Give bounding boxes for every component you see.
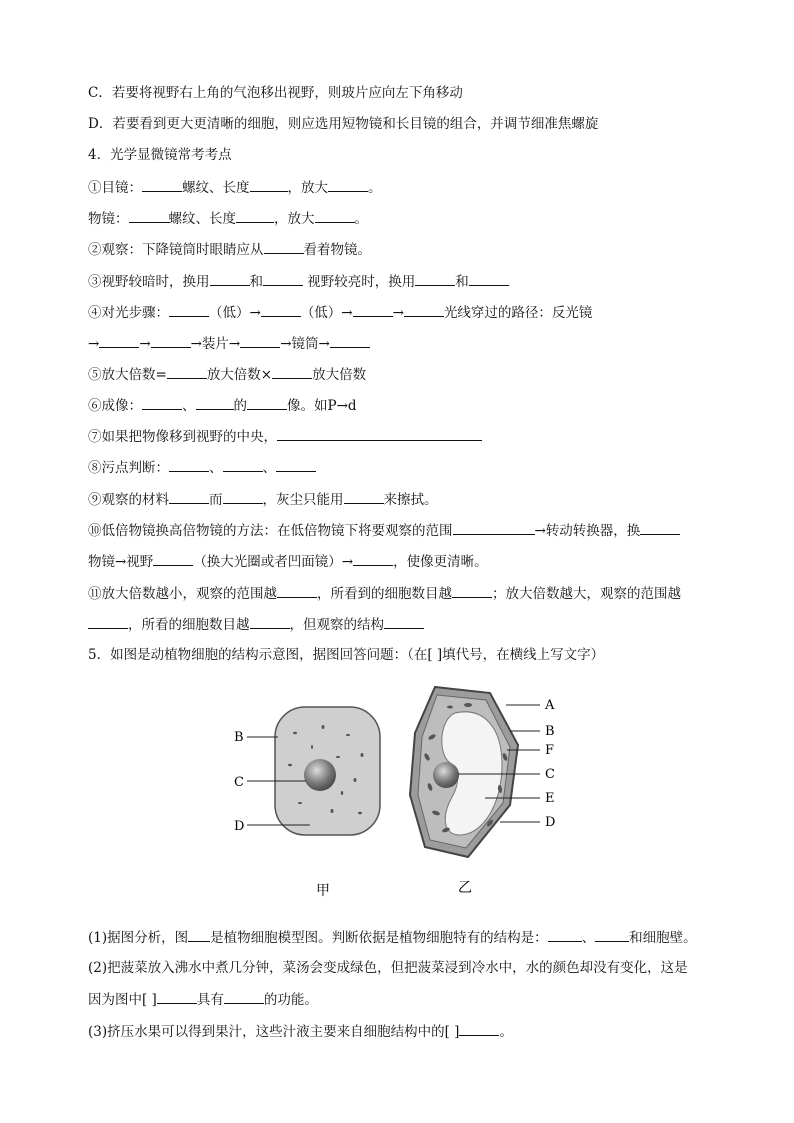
cell-diagram bbox=[220, 685, 580, 905]
brightness-line: ③视野较暗时，换用 和 视野较亮时，换用 和 bbox=[88, 272, 509, 291]
caption-jia: 甲 bbox=[316, 883, 330, 899]
magnification-range-line: ⑪放大倍数越小，观察的范围越 ，所看到的细胞数目越 ；放大倍数越大，观察的范围越 bbox=[88, 586, 681, 602]
switch-objective-line-2: 物镜→视野 （换大光圈或者凹面镜）→ ，使像更清晰。 bbox=[88, 554, 488, 570]
plant-cell bbox=[410, 687, 555, 857]
eyepiece-line: ①目镜： 螺纹、长度 ，放大 。 bbox=[88, 180, 382, 196]
plant-label-b: B bbox=[545, 724, 555, 739]
plant-label-f: F bbox=[545, 743, 555, 758]
question-4-title: 4．光学显微镜常考考点 bbox=[88, 147, 232, 163]
light-path-line: → → →装片→ →镜筒→ bbox=[88, 334, 370, 353]
plant-label-d: D bbox=[545, 815, 556, 830]
observe-line: ②观察：下降镜筒时眼睛应从 看着物镜。 bbox=[88, 242, 371, 258]
plant-label-a: A bbox=[545, 698, 555, 713]
imaging-line: ⑥成像： 、 的 像。如P→d bbox=[88, 398, 357, 414]
switch-objective-line: ⑩低倍物镜换高倍物镜的方法：在低倍物镜下将要观察的范围 →转动转换器，换 bbox=[88, 521, 680, 540]
subquestion-3: (3)挤压水果可以得到果汁，这些汁液主要来自细胞结构中的[ ] 。 bbox=[88, 1024, 513, 1040]
subquestion-2: (2)把菠菜放入沸水中煮几分钟，菜汤会变成绿色，但把菠菜浸到冷水中，水的颜色却没有变化，这是 bbox=[88, 960, 688, 976]
caption-yi: 乙 bbox=[458, 880, 472, 896]
magnification-range-line-2: ，所看的细胞数目越 ，但观察的结构 bbox=[88, 615, 424, 634]
magnification-line: ⑤放大倍数= 放大倍数× 放大倍数 bbox=[88, 367, 367, 383]
animal-label-b: B bbox=[234, 730, 244, 745]
plant-label-e: E bbox=[545, 791, 555, 806]
animal-label-c: C bbox=[234, 775, 244, 790]
objective-line: 物镜： 螺纹、长度 ，放大 。 bbox=[88, 211, 368, 227]
option-c: C．若要将视野右上角的气泡移出视野，则玻片应向左下角移动 bbox=[88, 85, 463, 101]
animal-cell bbox=[234, 707, 380, 835]
animal-label-d: D bbox=[234, 819, 245, 834]
subquestion-2-cont: 因为图中[ ] 具有 的功能。 bbox=[88, 992, 318, 1008]
question-5-title: 5．如图是动植物细胞的结构示意图，据图回答问题：（在[ ]填代号，在横线上写文字） bbox=[88, 647, 605, 663]
light-steps-line: ④对光步骤： （低）→ （低）→ → 光线穿过的路径：反光镜 bbox=[88, 305, 593, 321]
center-image-line: ⑦如果把物像移到视野的中央， bbox=[88, 427, 482, 446]
option-d: D．若要看到更大更清晰的细胞，则应选用短物镜和长目镜的组合，并调节细准焦螺旋 bbox=[88, 116, 599, 132]
subquestion-1: (1)据图分析，图 是植物细胞模型图。判断依据是植物细胞特有的结构是： 、 和细胞壁。 bbox=[88, 930, 697, 946]
plant-label-c: C bbox=[545, 767, 555, 782]
material-line: ⑨观察的材料 而 ，灰尘只能用 来擦拭。 bbox=[88, 492, 438, 508]
spot-line: ⑧污点判断： 、 、 bbox=[88, 458, 316, 477]
